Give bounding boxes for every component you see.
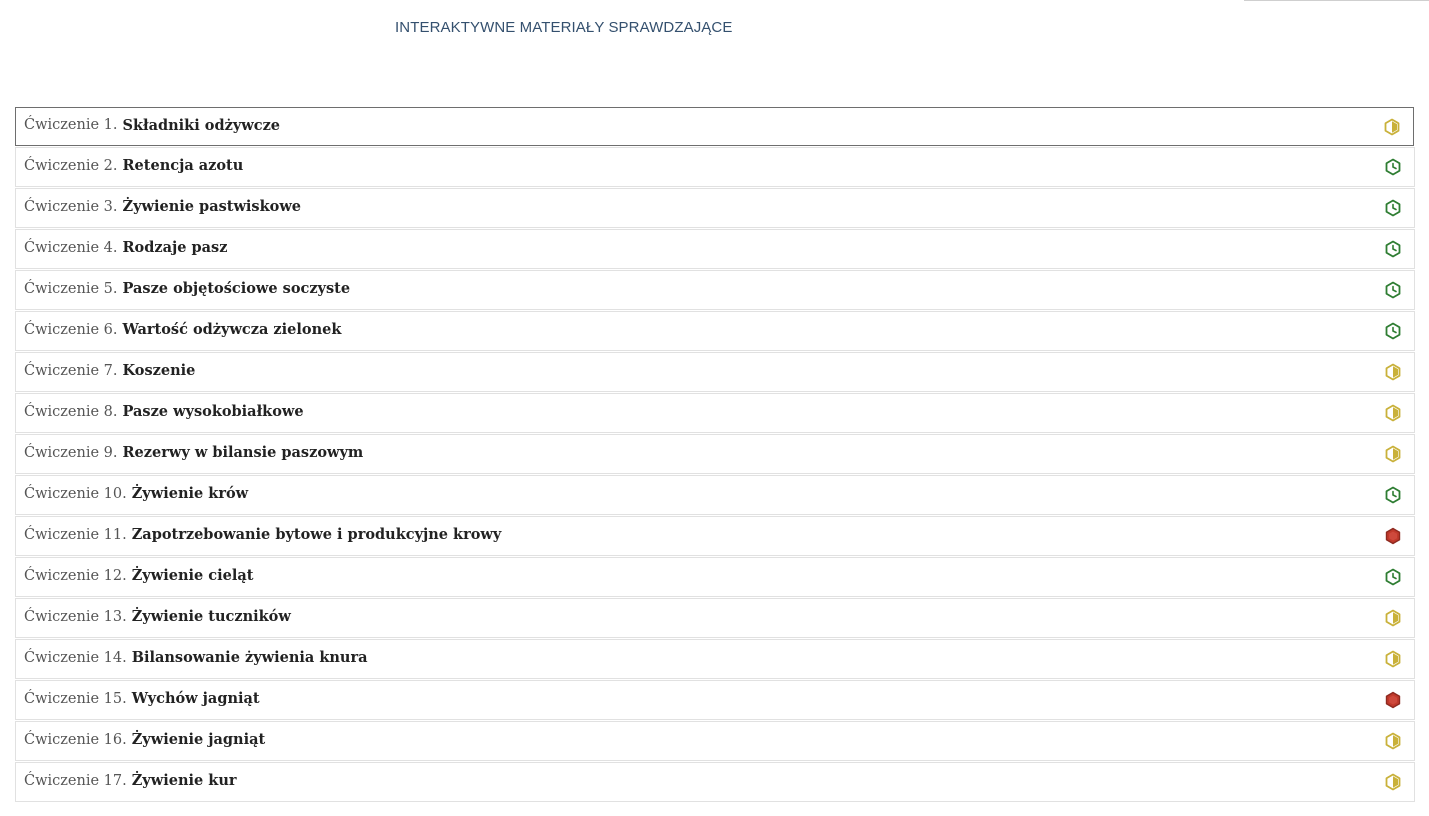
exercise-row-3[interactable] bbox=[15, 188, 1415, 228]
half-hexagon-icon bbox=[1384, 732, 1402, 750]
exercise-number: Ćwiczenie 12. bbox=[24, 567, 127, 584]
exercise-row-12[interactable] bbox=[15, 557, 1415, 597]
half-hexagon-icon bbox=[1384, 773, 1402, 791]
top-divider bbox=[1244, 0, 1429, 1]
exercise-row-5[interactable] bbox=[15, 270, 1415, 310]
exercise-number: Ćwiczenie 2. bbox=[24, 157, 118, 174]
exercise-number: Ćwiczenie 15. bbox=[24, 690, 127, 707]
exercise-number: Ćwiczenie 10. bbox=[24, 485, 127, 502]
exercise-number: Ćwiczenie 14. bbox=[24, 649, 127, 666]
exercise-number: Ćwiczenie 4. bbox=[24, 239, 118, 256]
exercise-row-10[interactable] bbox=[15, 475, 1415, 515]
exercise-title: Pasze wysokobiałkowe bbox=[122, 403, 304, 420]
exercise-number: Ćwiczenie 3. bbox=[24, 198, 118, 215]
exercise-title: Rezerwy w bilansie paszowym bbox=[122, 444, 364, 461]
exercise-row-1[interactable] bbox=[15, 107, 1414, 146]
half-hexagon-icon bbox=[1383, 118, 1401, 136]
exercise-title: Wartość odżywcza zielonek bbox=[122, 321, 342, 338]
exercise-row-17[interactable] bbox=[15, 762, 1415, 802]
hexagon-check-icon bbox=[1384, 158, 1402, 176]
exercise-number: Ćwiczenie 7. bbox=[24, 362, 118, 379]
exercise-row-9[interactable] bbox=[15, 434, 1415, 474]
half-hexagon-icon bbox=[1384, 445, 1402, 463]
exercise-row-13[interactable] bbox=[15, 598, 1415, 638]
exercise-title: Składniki odżywcze bbox=[122, 116, 281, 134]
filled-hexagon-icon bbox=[1384, 691, 1402, 709]
exercise-title: Rodzaje pasz bbox=[122, 239, 228, 256]
page-title: INTERAKTYWNE MATERIAŁY SPRAWDZAJĄCE bbox=[395, 19, 733, 36]
half-hexagon-icon bbox=[1384, 363, 1402, 381]
exercise-title: Żywienie tuczników bbox=[131, 608, 291, 625]
hexagon-check-icon bbox=[1384, 322, 1402, 340]
half-hexagon-icon bbox=[1384, 404, 1402, 422]
exercise-number: Ćwiczenie 16. bbox=[24, 731, 127, 748]
exercise-row-11[interactable] bbox=[15, 516, 1415, 556]
exercise-number: Ćwiczenie 17. bbox=[24, 772, 127, 789]
filled-hexagon-icon bbox=[1384, 527, 1402, 545]
exercise-title: Wychów jagniąt bbox=[131, 690, 260, 707]
hexagon-check-icon bbox=[1384, 486, 1402, 504]
exercise-number: Ćwiczenie 1. bbox=[24, 117, 118, 133]
exercise-number: Ćwiczenie 11. bbox=[24, 526, 127, 543]
half-hexagon-icon bbox=[1384, 650, 1402, 668]
exercise-row-4[interactable] bbox=[15, 229, 1415, 269]
exercise-row-2[interactable] bbox=[15, 147, 1415, 187]
exercise-row-6[interactable] bbox=[15, 311, 1415, 351]
exercise-number: Ćwiczenie 5. bbox=[24, 280, 118, 297]
hexagon-check-icon bbox=[1384, 281, 1402, 299]
hexagon-check-icon bbox=[1384, 240, 1402, 258]
exercise-number: Ćwiczenie 13. bbox=[24, 608, 127, 625]
hexagon-check-icon bbox=[1384, 199, 1402, 217]
exercise-number: Ćwiczenie 8. bbox=[24, 403, 118, 420]
half-hexagon-icon bbox=[1384, 609, 1402, 627]
exercise-number: Ćwiczenie 6. bbox=[24, 321, 118, 338]
exercise-title: Żywienie cieląt bbox=[131, 567, 254, 584]
exercise-row-7[interactable] bbox=[15, 352, 1415, 392]
exercise-title: Pasze objętościowe soczyste bbox=[122, 280, 351, 297]
exercise-row-15[interactable] bbox=[15, 680, 1415, 720]
exercise-title: Koszenie bbox=[122, 362, 196, 379]
exercise-title: Żywienie pastwiskowe bbox=[122, 198, 302, 215]
exercise-row-16[interactable] bbox=[15, 721, 1415, 761]
exercise-title: Bilansowanie żywienia knura bbox=[131, 649, 368, 666]
exercise-title: Zapotrzebowanie bytowe i produkcyjne krowy bbox=[131, 526, 502, 543]
exercise-number: Ćwiczenie 9. bbox=[24, 444, 118, 461]
exercise-list bbox=[15, 107, 1415, 803]
exercise-row-8[interactable] bbox=[15, 393, 1415, 433]
exercise-title: Żywienie krów bbox=[131, 485, 249, 502]
exercise-title: Retencja azotu bbox=[122, 157, 244, 174]
exercise-row-14[interactable] bbox=[15, 639, 1415, 679]
hexagon-check-icon bbox=[1384, 568, 1402, 586]
exercise-title: Żywienie kur bbox=[131, 772, 237, 789]
exercise-title: Żywienie jagniąt bbox=[131, 731, 266, 748]
